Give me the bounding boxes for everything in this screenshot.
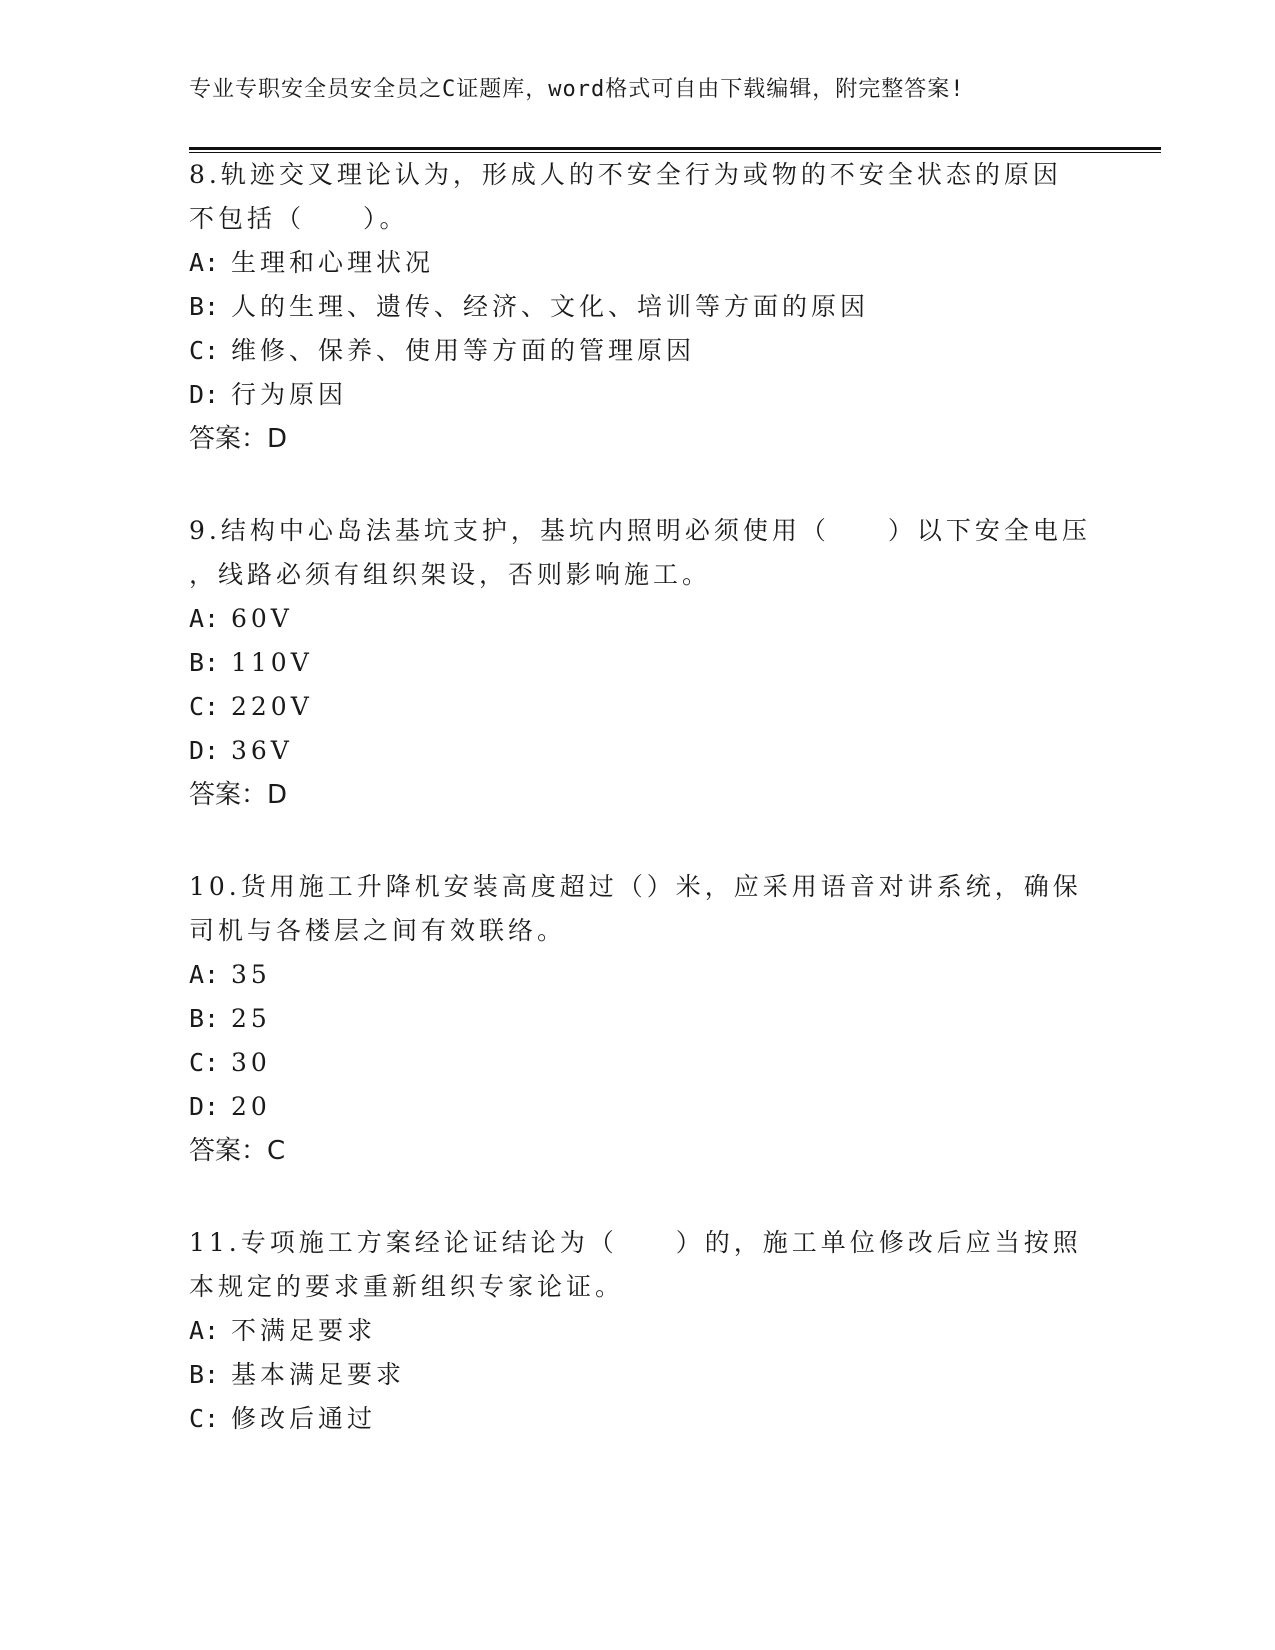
option-text: 维修、保养、使用等方面的管理原因 (231, 336, 696, 365)
option-key: A: (189, 248, 220, 277)
question-stem-line: 不包括（ ）。 (189, 204, 409, 233)
option-d (189, 380, 347, 410)
question-stem-line: 11.专项施工方案经论证结论为（ ）的，施工单位修改后应当按照 (189, 1228, 1082, 1257)
question-stem-line: 8.轨迹交叉理论认为，形成人的不安全行为或物的不安全状态的原因 (189, 160, 1062, 189)
option-b (189, 1004, 271, 1034)
option-key: C: (189, 692, 220, 721)
header-divider-thin (189, 152, 1161, 153)
option-c (189, 1404, 376, 1434)
option-text: 220V (231, 692, 313, 721)
option-text: 修改后通过 (231, 1404, 377, 1433)
question-stem-line: ，线路必须有组织架设，否则影响施工。 (189, 560, 712, 589)
option-c (189, 1048, 271, 1078)
option-b (189, 648, 313, 678)
option-c (189, 692, 313, 722)
option-text: 不满足要求 (231, 1316, 377, 1345)
option-key: D: (189, 736, 220, 765)
answer-text: 答案：D (189, 780, 288, 810)
option-a (189, 248, 434, 278)
option-key: C: (189, 1048, 220, 1077)
option-text: 36V (231, 736, 293, 765)
option-d (189, 736, 293, 766)
option-b (189, 292, 869, 322)
answer-text: 答案：D (189, 424, 288, 454)
option-text: 30 (231, 1048, 271, 1077)
option-text: 110V (231, 648, 313, 677)
option-key: D: (189, 1092, 220, 1121)
option-key: A: (189, 960, 220, 989)
option-key: B: (189, 1004, 220, 1033)
option-b (189, 1360, 405, 1390)
question-stem-line: 9.结构中心岛法基坑支护，基坑内照明必须使用（ ）以下安全电压 (189, 516, 1091, 545)
option-a (189, 1316, 376, 1346)
option-text: 25 (231, 1004, 271, 1033)
option-a (189, 604, 293, 634)
option-a (189, 960, 271, 990)
option-key: B: (189, 648, 220, 677)
option-text: 35 (231, 960, 271, 989)
question-stem-line: 司机与各楼层之间有效联络。 (189, 916, 567, 945)
option-text: 人的生理、遗传、经济、文化、培训等方面的原因 (231, 292, 870, 321)
option-key: C: (189, 1404, 220, 1433)
option-text: 行为原因 (231, 380, 348, 409)
option-key: C: (189, 336, 220, 365)
question-stem-line: 10.货用施工升降机安装高度超过（）米，应采用语音对讲系统，确保 (189, 872, 1082, 901)
option-key: A: (189, 604, 220, 633)
header-divider-thick (189, 147, 1161, 150)
option-key: D: (189, 380, 220, 409)
option-text: 基本满足要求 (231, 1360, 406, 1389)
answer-text: 答案：C (189, 1136, 286, 1166)
option-d (189, 1092, 271, 1122)
option-text: 20 (231, 1092, 271, 1121)
option-text: 生理和心理状况 (231, 248, 435, 277)
header-title: 专业专职安全员安全员之C证题库，word格式可自由下载编辑，附完整答案! (189, 77, 965, 102)
question-stem-line: 本规定的要求重新组织专家论证。 (189, 1272, 625, 1301)
option-key: A: (189, 1316, 220, 1345)
option-key: B: (189, 1360, 220, 1389)
option-c (189, 336, 695, 366)
option-text: 60V (231, 604, 293, 633)
option-key: B: (189, 292, 220, 321)
